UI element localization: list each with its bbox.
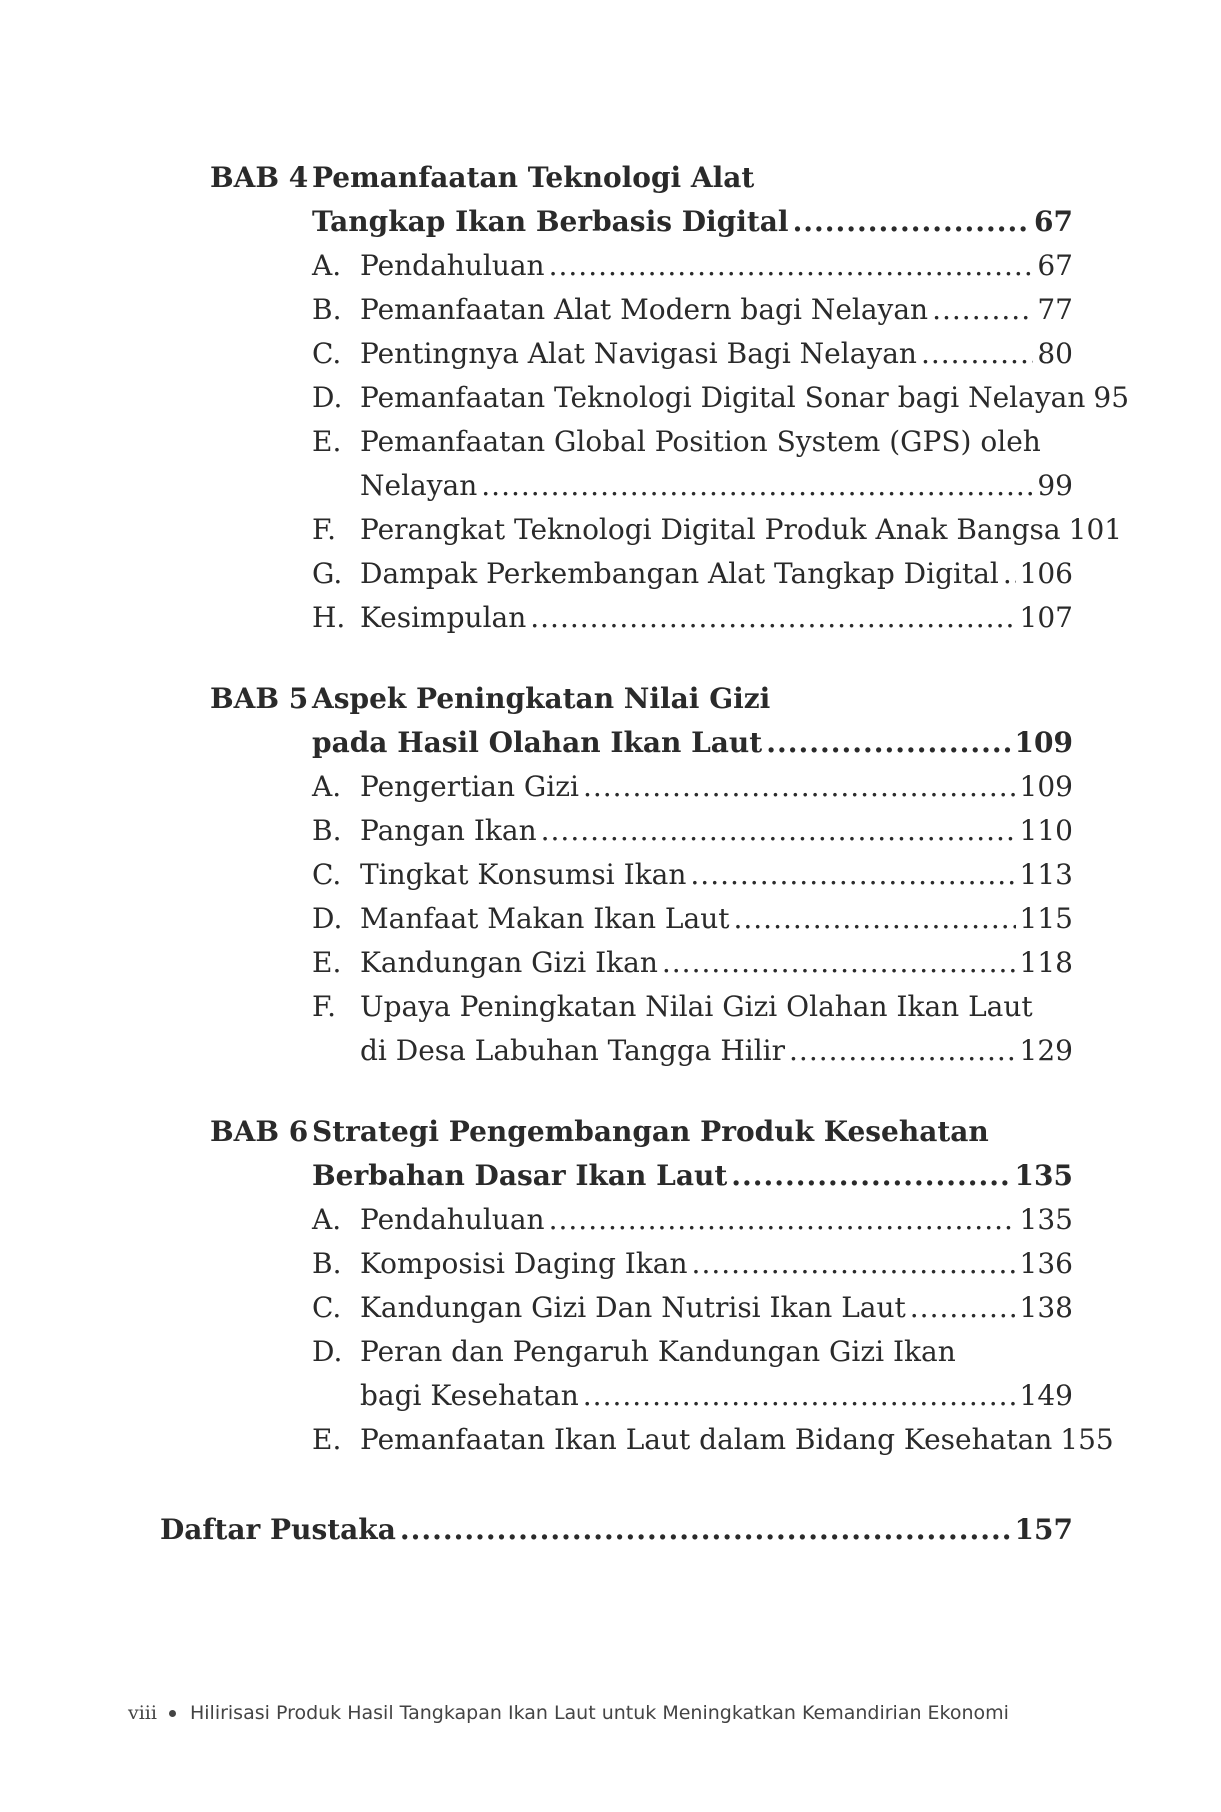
toc-entry[interactable] [0,202,1221,242]
section-title: Pemanfaatan Teknologi Digital Sonar bagi Nelayan [360,381,1086,414]
bibliography-entry[interactable] [160,1510,1073,1550]
toc-entry[interactable] [0,1288,1221,1328]
toc-entry[interactable] [0,1332,1221,1372]
section-title: Dampak Perkembangan Alat Tangkap Digital [360,557,999,590]
toc-entry[interactable] [0,334,1221,374]
section-letter: E. [312,946,342,979]
page-number: 135 [1019,1203,1073,1236]
page-number: 67 [1037,249,1073,282]
page-number: 95 [1093,381,1130,414]
chapter-heading [0,158,1221,198]
page-number: 138 [1019,1291,1073,1324]
page-number: 155 [1060,1423,1114,1456]
chapter-title-line1: Strategi Pengembangan Produk Kesehatan [312,1115,989,1148]
section-title: Pendahuluan [360,1203,545,1236]
section-title: Pemanfaatan Ikan Laut dalam Bidang Kesehatan [360,1423,1053,1456]
page-number: 109 [1019,770,1073,803]
section-letter: C. [312,1291,342,1324]
toc-entry[interactable] [0,987,1221,1027]
dot-leader [583,1376,1016,1416]
toc-entry[interactable] [0,598,1221,638]
dot-leader [932,290,1033,330]
section-letter: E. [312,1423,342,1456]
section-title: Komposisi Daging Ikan [360,1247,688,1280]
chapter-title-line1: Pemanfaatan Teknologi Alat [312,161,755,194]
section-letter: B. [312,1247,342,1280]
chapter-title-line2: Berbahan Dasar Ikan Laut [312,1159,728,1192]
page-footer [128,1702,1009,1724]
section-letter: C. [312,858,342,891]
page-number: 110 [1019,814,1073,847]
bibliography-title: Daftar Pustaka [160,1513,396,1546]
chapter-heading [0,1112,1221,1152]
chapter-label: BAB 5 [210,682,309,715]
section-title: Kandungan Gizi Ikan [360,946,658,979]
page-number: 113 [1019,858,1073,891]
toc-entry[interactable] [0,1156,1221,1196]
section-title: Pemanfaatan Alat Modern bagi Nelayan [360,293,929,326]
section-letter: G. [312,557,343,590]
toc-entry[interactable] [0,1200,1221,1240]
section-letter: D. [312,381,343,414]
toc-entry[interactable] [0,723,1221,763]
section-title: Tingkat Konsumsi Ikan [360,858,687,891]
section-letter: B. [312,814,342,847]
page-number: 106 [1019,557,1073,590]
section-letter: A. [312,249,342,282]
section-title: Pentingnya Alat Navigasi Bagi Nelayan [360,337,917,370]
dot-leader [793,202,1030,242]
bullet-icon [169,1710,176,1717]
section-letter: D. [312,1335,343,1368]
toc-entry[interactable] [0,811,1221,851]
section-letter: F. [312,513,336,546]
section-title-line2: bagi Kesehatan [360,1379,579,1412]
dot-leader [400,1510,1011,1550]
dot-leader [690,855,1015,895]
toc-entry[interactable] [0,899,1221,939]
section-letter: F. [312,990,336,1023]
dot-leader [789,1031,1016,1071]
dot-leader [692,1244,1016,1284]
page-number: 77 [1037,293,1073,326]
chapter-label: BAB 4 [210,161,309,194]
dot-leader [1003,554,1016,594]
dot-leader [583,767,1016,807]
chapter-title-line2: pada Hasil Olahan Ikan Laut [312,726,763,759]
dot-leader [549,246,1034,286]
chapter-title-line1: Aspek Peningkatan Nilai Gizi [312,682,771,715]
toc-entry[interactable] [0,422,1221,462]
toc-entry[interactable] [0,1031,1221,1071]
toc-entry[interactable] [0,466,1221,506]
page-number: 115 [1019,902,1073,935]
page-number: 149 [1019,1379,1073,1412]
toc-entry[interactable] [0,767,1221,807]
toc-entry[interactable] [0,943,1221,983]
page-number: 118 [1019,946,1073,979]
page-number: 136 [1019,1247,1073,1280]
section-letter: H. [312,601,346,634]
page-number: 107 [1019,601,1073,634]
section-title: Pemanfaatan Global Position System (GPS) oleh [360,425,1041,458]
section-title: Perangkat Teknologi Digital Produk Anak Bangsa [360,513,1061,546]
section-title: Manfaat Makan Ikan Laut [360,902,730,935]
dot-leader [921,334,1033,374]
page-number: 80 [1037,337,1073,370]
dot-leader [662,943,1016,983]
dot-leader [733,899,1015,939]
section-title-line2: di Desa Labuhan Tangga Hilir [360,1034,786,1067]
page-number: 129 [1019,1034,1073,1067]
section-letter: E. [312,425,342,458]
section-title: Kesimpulan [360,601,527,634]
toc-entry[interactable] [0,855,1221,895]
toc-entry[interactable] [0,1420,1221,1460]
chapter-heading [0,679,1221,719]
chapter-title-line2: Tangkap Ikan Berbasis Digital [312,205,789,238]
section-title-line2: Nelayan [360,469,478,502]
toc-entry[interactable] [0,1244,1221,1284]
toc-entry[interactable] [0,246,1221,286]
footer-book-title: Hilirisasi Produk Hasil Tangkapan Ikan Laut untuk Meningkatkan Kemandirian Ekonomi [189,1702,1009,1724]
section-letter: B. [312,293,342,326]
toc-entry[interactable] [0,378,1221,418]
page-number: 99 [1037,469,1073,502]
section-title: Peran dan Pengaruh Kandungan Gizi Ikan [360,1335,956,1368]
dot-leader [731,1156,1010,1196]
dot-leader [910,1288,1016,1328]
section-title: Pendahuluan [360,249,545,282]
toc-entry[interactable] [0,1376,1221,1416]
footer-page-number: viii [128,1702,157,1724]
page-number: 135 [1014,1159,1073,1192]
section-letter: A. [312,1203,342,1236]
section-title: Kandungan Gizi Dan Nutrisi Ikan Laut [360,1291,906,1324]
toc-entry[interactable] [0,510,1221,550]
dot-leader [541,811,1016,851]
dot-leader [766,723,1010,763]
page-number: 67 [1034,205,1073,238]
section-title: Upaya Peningkatan Nilai Gizi Olahan Ikan Laut [360,990,1033,1023]
dot-leader [549,1200,1016,1240]
page-number: 157 [1014,1513,1073,1546]
chapter-label: BAB 6 [210,1115,309,1148]
section-title: Pengertian Gizi [360,770,579,803]
toc-entry[interactable] [0,554,1221,594]
dot-leader [530,598,1015,638]
page-number: 101 [1068,513,1123,546]
page-number: 109 [1014,726,1073,759]
section-letter: A. [312,770,342,803]
toc-entry[interactable] [0,290,1221,330]
section-title: Pangan Ikan [360,814,537,847]
section-letter: C. [312,337,342,370]
section-letter: D. [312,902,343,935]
dot-leader [481,466,1033,506]
